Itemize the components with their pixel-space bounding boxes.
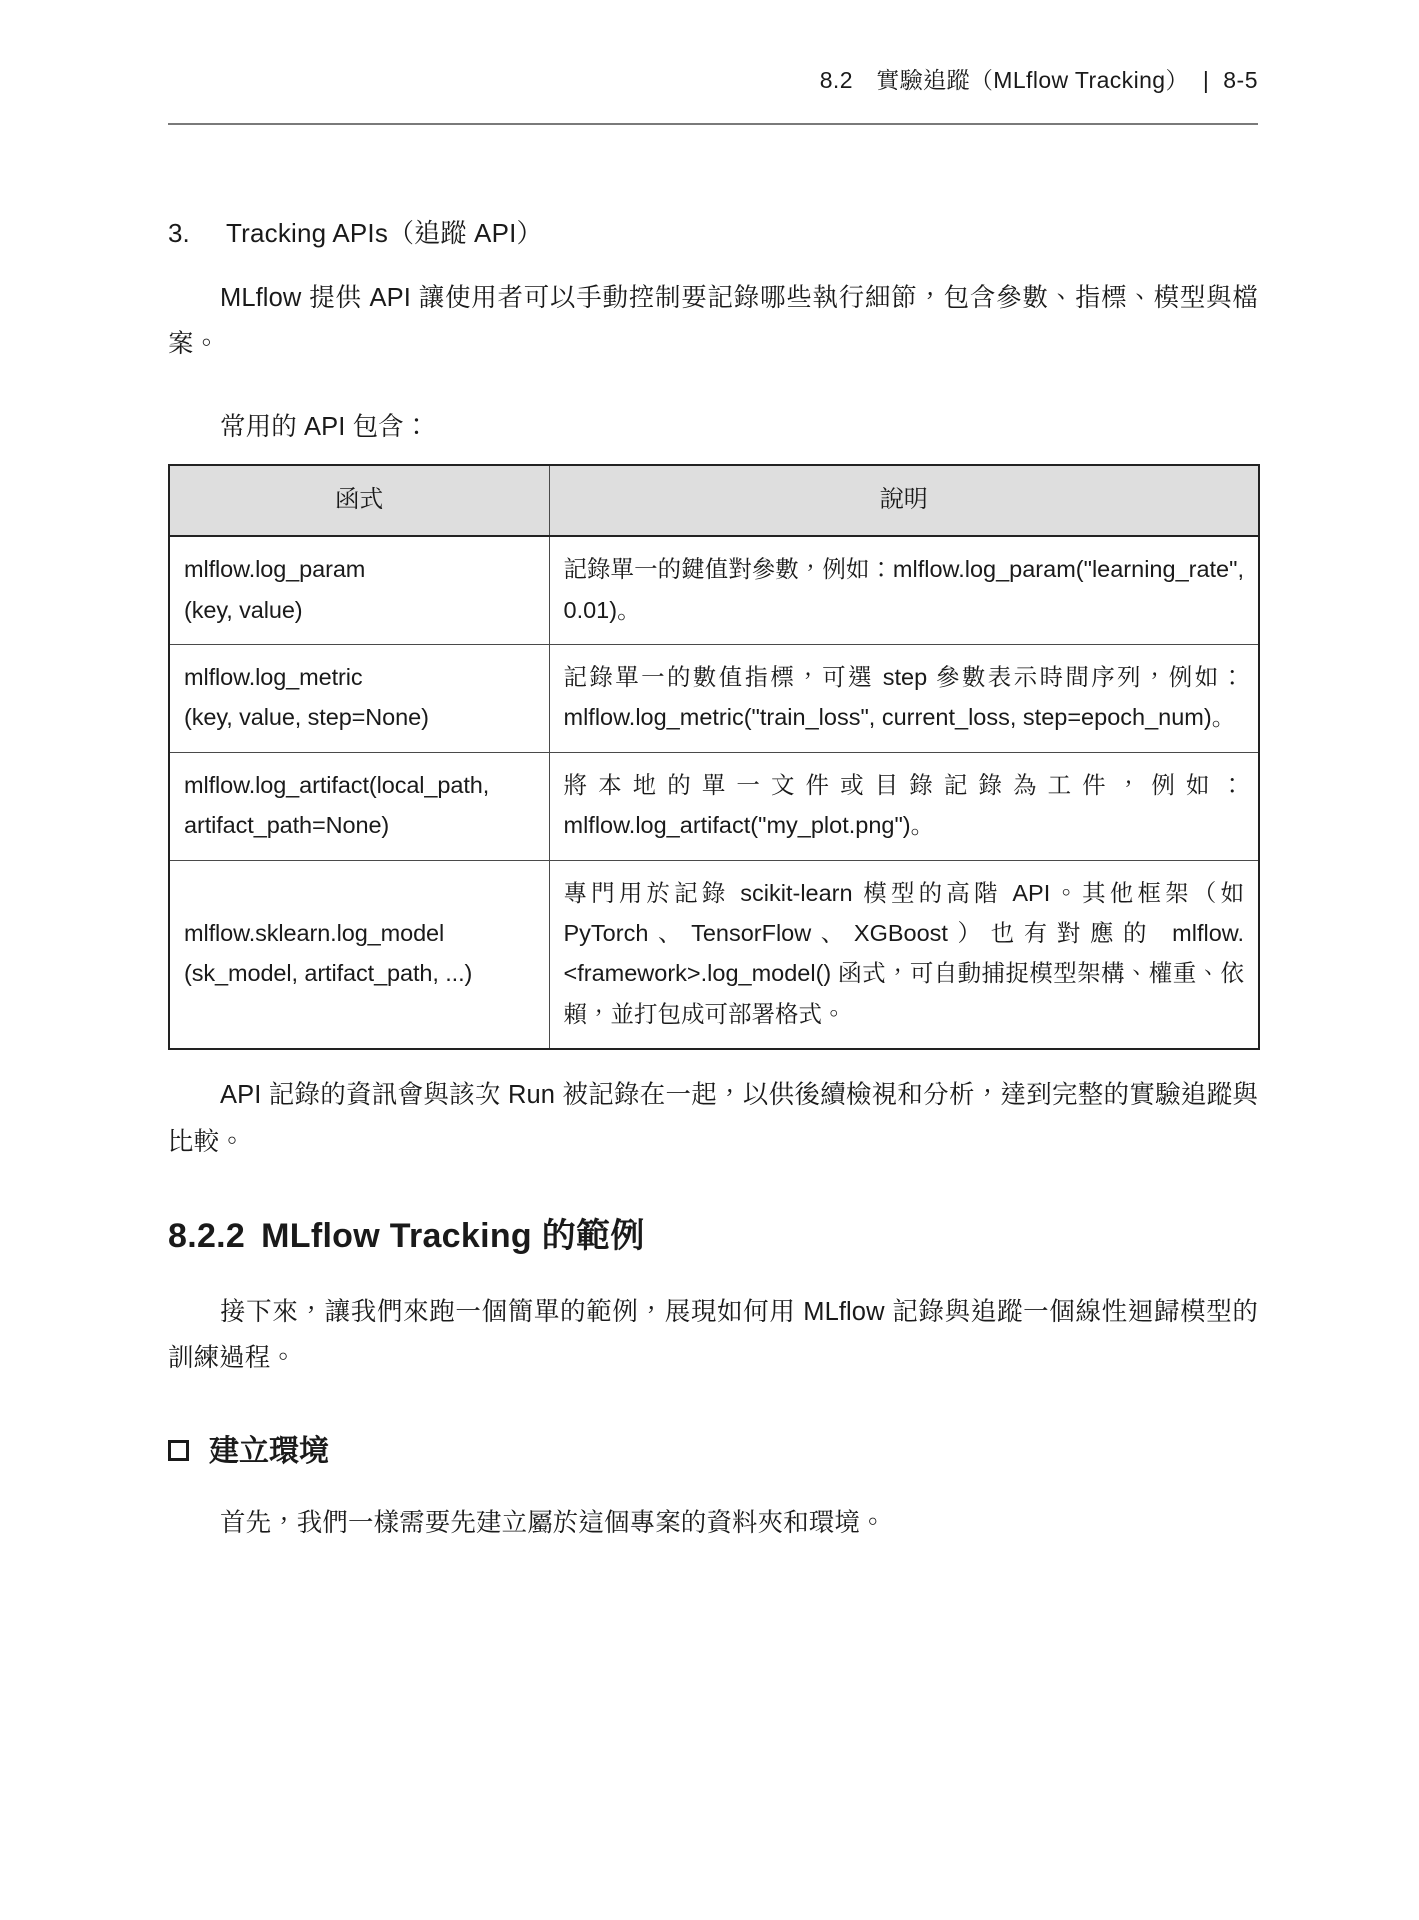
bullet-heading-setup-environment: [168, 1429, 1258, 1474]
table-cell-description: 將本地的單一文件或目錄記錄為工件，例如：mlflow.log_artifact("my_plot.png")。: [549, 752, 1259, 860]
table-cell-description: 記錄單一的鍵值對參數，例如：mlflow.log_param("learning_rate", 0.01)。: [549, 536, 1259, 644]
table-row: [169, 752, 1259, 860]
function-signature-line1: mlflow.sklearn.log_model: [184, 920, 445, 947]
page-folio: 8-5: [1223, 67, 1258, 93]
header-rule: [168, 123, 1258, 125]
function-signature-line1: mlflow.log_param: [184, 556, 366, 583]
section-number: 8.2.2: [168, 1217, 246, 1256]
table-header-function: 函式: [169, 465, 549, 536]
table-header-row: [169, 465, 1259, 536]
paragraph-mlflow-api-intro: MLflow 提供 API 讓使用者可以手動控制要記錄哪些執行細節，包含參數、指標、模型與檔案。: [168, 283, 1258, 359]
paragraph-common-apis-lead: 常用的 API 包含：: [220, 412, 430, 441]
section-title: MLflow Tracking 的範例: [261, 1217, 645, 1256]
numbered-item-number: 3.: [168, 218, 190, 248]
paragraph-api-record-summary: API 記錄的資訊會與該次 Run 被記錄在一起，以供後續檢視和分析，達到完整的實驗追蹤與比較。: [168, 1081, 1258, 1156]
table-cell-function: [169, 752, 549, 860]
function-signature-line2: (key, value): [184, 596, 303, 623]
spacer: [168, 374, 1258, 404]
table-row: [169, 536, 1259, 644]
section-heading-822: [168, 1213, 1258, 1261]
numbered-item-heading: [168, 215, 1258, 253]
spacer: [168, 1267, 1258, 1289]
paragraph-setup-environment: 首先，我們一樣需要先建立屬於這個專案的資料夾和環境。: [220, 1509, 886, 1538]
spacer: [168, 1171, 1258, 1213]
function-signature-line2: (sk_model, artifact_path, ...): [184, 960, 473, 987]
square-bullet-icon: [168, 1440, 189, 1461]
api-table: [168, 464, 1260, 1050]
numbered-item-title: Tracking APIs（追蹤 API）: [226, 218, 543, 248]
spacer: [168, 1478, 1258, 1500]
function-signature-line2: artifact_path=None): [184, 812, 390, 839]
running-header-separator: |: [1202, 67, 1210, 93]
table-cell-function: [169, 860, 549, 1049]
table-row: [169, 644, 1259, 752]
spacer: [168, 1387, 1258, 1429]
spacer: [168, 1050, 1258, 1072]
page-content: [168, 215, 1258, 1553]
function-signature-line2: (key, value, step=None): [184, 704, 429, 731]
running-header-section: 8.2 實驗追蹤（MLflow Tracking）: [819, 67, 1189, 93]
table-header-description: 說明: [549, 465, 1259, 536]
table-cell-description: 專門用於記錄 scikit-learn 模型的高階 API。其他框架（如 PyTorch、TensorFlow、XGBoost）也有對應的 mlflow.<framework>.log_model() 函式，可自動捕捉模型架構、權重、依賴，並打包成可部署格式。: [549, 860, 1259, 1049]
paragraph-example-intro: 接下來，讓我們來跑一個簡單的範例，展現如何用 MLflow 記錄與追蹤一個線性迴歸模型的訓練過程。: [168, 1297, 1258, 1373]
running-header: [168, 62, 1258, 95]
table-row: [169, 860, 1259, 1049]
bullet-heading-label: 建立環境: [209, 1435, 329, 1469]
table-cell-function: [169, 644, 549, 752]
function-signature-line1: mlflow.log_metric: [184, 663, 363, 690]
table-cell-function: [169, 536, 549, 644]
function-signature-line1: mlflow.log_artifact(local_path,: [184, 771, 490, 798]
table-cell-description: 記錄單一的數值指標，可選 step 參數表示時間序列，例如：mlflow.log_metric("train_loss", current_loss, step=epoch_num)。: [549, 644, 1259, 752]
